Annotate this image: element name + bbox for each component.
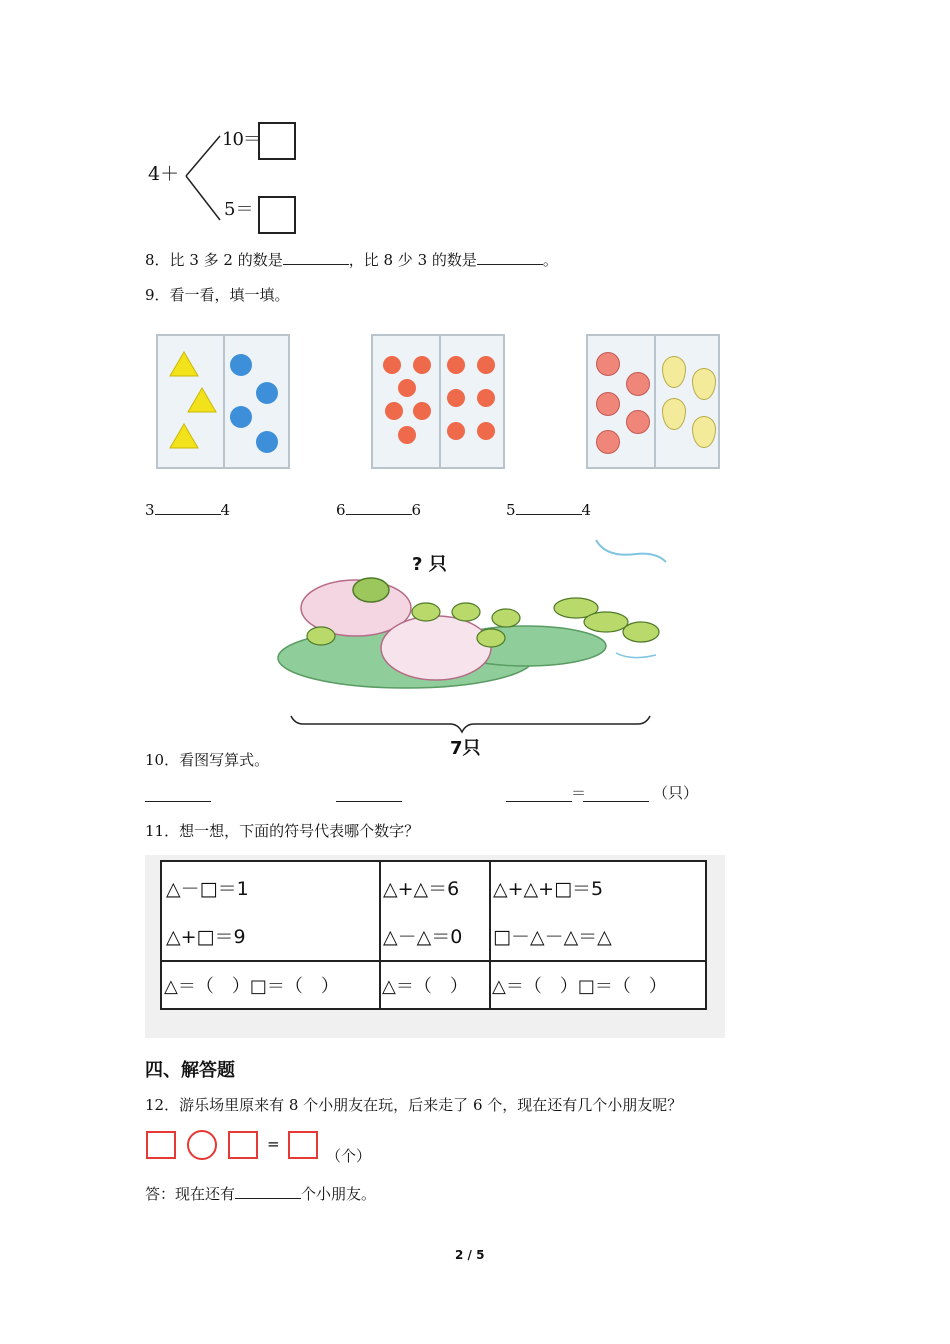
q12-equals: = xyxy=(267,1135,280,1153)
q10-equals: ＝ xyxy=(571,784,587,802)
red-dot-icon xyxy=(383,356,401,374)
q12-box-1[interactable] xyxy=(146,1131,176,1159)
apple-icon xyxy=(596,352,620,376)
cell-r1c2: △+△＝6 xyxy=(383,878,460,900)
q12-number: 12． xyxy=(145,1096,180,1114)
q9-picture-apples-pears xyxy=(586,334,720,469)
q11-number: 11． xyxy=(145,822,180,840)
pear-icon xyxy=(692,416,716,448)
cell-r2c1: △+□＝9 xyxy=(166,926,246,948)
blue-dot-icon xyxy=(230,406,252,428)
grid-divider xyxy=(379,862,381,1008)
q12-answer-line xyxy=(145,1182,376,1204)
q8-blank-1[interactable] xyxy=(283,248,349,265)
q9-compare-1 xyxy=(145,498,230,520)
apple-icon xyxy=(596,430,620,454)
pear-icon xyxy=(662,398,686,430)
q12-answer-blank[interactable] xyxy=(235,1182,301,1199)
q7-top-box[interactable] xyxy=(258,122,296,160)
cell-r2c3: □－△－△＝△ xyxy=(493,926,612,948)
q7-top-expr: 10＝ xyxy=(222,129,260,150)
apple-icon xyxy=(626,410,650,434)
cell-r1c1: △－□＝1 xyxy=(166,878,249,900)
q7-bottom-box[interactable] xyxy=(258,196,296,234)
pear-icon xyxy=(662,356,686,388)
q9-number: 9． xyxy=(145,286,170,304)
q12-box-2[interactable] xyxy=(228,1131,258,1159)
q10-unit: （只） xyxy=(653,784,699,802)
red-dot-icon xyxy=(385,402,403,420)
answer-cell-3[interactable]: △＝（ ）□＝（ ） xyxy=(492,976,667,997)
q10-blank-2[interactable] xyxy=(336,785,402,802)
q8-text-a: 比 3 多 2 的数是 xyxy=(169,251,283,269)
picture-divider xyxy=(439,336,441,467)
red-dot-icon xyxy=(398,379,416,397)
q8-text-c: 。 xyxy=(542,251,558,269)
red-dot-icon xyxy=(447,356,465,374)
q10-blank-3[interactable] xyxy=(506,785,572,802)
q10-answer-line xyxy=(145,783,705,805)
pear-icon xyxy=(692,368,716,400)
q8-line xyxy=(145,248,558,270)
red-dot-icon xyxy=(477,356,495,374)
q10-blank-4[interactable] xyxy=(583,785,649,802)
triangle-icons xyxy=(158,336,223,467)
red-dot-icon xyxy=(398,426,416,444)
q11-grid xyxy=(160,860,707,1010)
q10-label-top: ? 只 xyxy=(412,554,447,575)
q12-operator-circle[interactable] xyxy=(187,1130,217,1160)
q11-symbol-table xyxy=(145,855,725,1038)
apple-icon xyxy=(596,392,620,416)
q7-tree xyxy=(148,118,308,238)
grid-divider xyxy=(162,960,705,962)
compare-right: 4 xyxy=(220,501,231,519)
q9-compare-3 xyxy=(506,498,591,520)
red-dot-icon xyxy=(413,356,431,374)
q7-bottom-expr: 5＝ xyxy=(224,199,254,220)
grid-divider xyxy=(489,862,491,1008)
q12-text: 游乐场里原来有 8 个小朋友在玩，后来走了 6 个，现在还有几个小朋友呢？ xyxy=(179,1096,683,1114)
q8-number: 8． xyxy=(145,251,170,269)
compare-left: 3 xyxy=(145,501,155,519)
compare-blank[interactable] xyxy=(346,498,412,515)
red-dot-icon xyxy=(413,402,431,420)
q9-title-line xyxy=(145,285,290,305)
q9-title: 看一看，填一填。 xyxy=(169,286,290,304)
compare-right: 4 xyxy=(581,501,592,519)
picture-divider xyxy=(223,336,225,467)
blue-dot-icon xyxy=(256,431,278,453)
q10-title: 看图写算式。 xyxy=(179,751,270,769)
q8-text-b: ，比 8 少 3 的数是 xyxy=(348,251,477,269)
q9-compare-2 xyxy=(336,498,421,520)
section-4-heading: 四、解答题 xyxy=(145,1060,235,1081)
picture-divider xyxy=(654,336,656,467)
cell-r1c3: △+△+□＝5 xyxy=(493,878,604,900)
q11-title-line xyxy=(145,821,419,841)
q10-label-bottom: 7只 xyxy=(450,738,481,759)
q10-number: 10． xyxy=(145,751,180,769)
q12-line xyxy=(145,1095,682,1115)
q12-unit: （个） xyxy=(326,1147,372,1165)
q10-blank-1[interactable] xyxy=(145,785,211,802)
compare-blank[interactable] xyxy=(155,498,221,515)
q10-title-line xyxy=(145,750,269,770)
blue-dot-icon xyxy=(230,354,252,376)
q12-box-3[interactable] xyxy=(288,1131,318,1159)
answer-cell-2[interactable]: △＝（ ） xyxy=(382,976,468,997)
lily-pond-frogs-image xyxy=(276,528,696,758)
red-dot-icon xyxy=(477,422,495,440)
red-dot-icon xyxy=(447,389,465,407)
q12-answer-a: 答：现在还有 xyxy=(145,1185,236,1203)
compare-left: 6 xyxy=(336,501,346,519)
q9-picture-triangles-dots xyxy=(156,334,290,469)
answer-cell-1[interactable]: △＝（ ）□＝（ ） xyxy=(164,976,339,997)
page-number: 2 / 5 xyxy=(455,1248,485,1262)
compare-blank[interactable] xyxy=(516,498,582,515)
red-dot-icon xyxy=(477,389,495,407)
q7-left-expr: 4＋ xyxy=(148,163,180,185)
q10-frog-illustration xyxy=(276,528,696,758)
cell-r2c2: △－△＝0 xyxy=(383,926,463,948)
compare-right: 6 xyxy=(411,501,422,519)
apple-icon xyxy=(626,372,650,396)
q8-blank-2[interactable] xyxy=(477,248,543,265)
compare-left: 5 xyxy=(506,501,516,519)
blue-dot-icon xyxy=(256,382,278,404)
red-dot-icon xyxy=(447,422,465,440)
q7-branch-lines xyxy=(184,130,224,225)
q11-title: 想一想，下面的符号代表哪个数字？ xyxy=(179,822,420,840)
q12-answer-b: 个小朋友。 xyxy=(301,1185,377,1203)
q9-picture-red-dots xyxy=(371,334,505,469)
